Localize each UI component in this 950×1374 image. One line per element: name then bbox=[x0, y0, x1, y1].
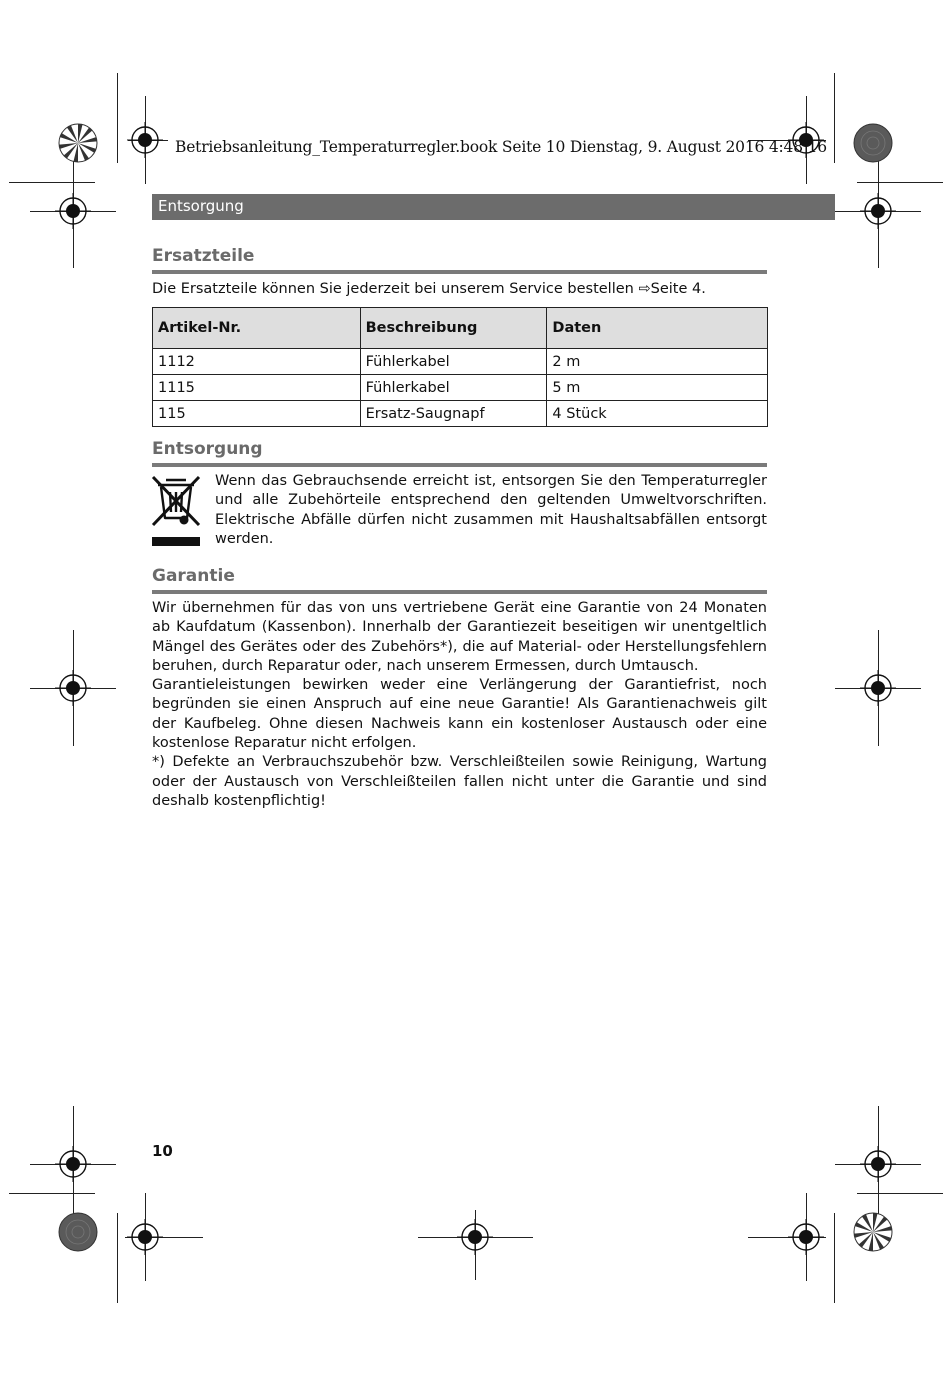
table-row bbox=[153, 349, 768, 375]
warranty-footnote: *) Defekte an Verbrauchszubehör bzw. Verschleißteilen sowie Reinigung, Wartung oder der Austausch von Verschleißteilen fallen nicht unter die Garantie und sind deshalb kostenpflichtig! bbox=[152, 754, 767, 809]
spare-parts-intro bbox=[152, 280, 706, 299]
grey-disc-icon bbox=[853, 123, 893, 163]
registration-mark-icon bbox=[55, 1146, 91, 1182]
crop-mark bbox=[117, 73, 118, 163]
table-cell: 5 m bbox=[547, 375, 768, 401]
star-target-icon bbox=[58, 123, 98, 163]
warranty-paragraph: Wir übernehmen für das von uns vertriebene Gerät eine Garantie von 24 Monaten ab Kaufdatum (Kassenbon). Innerhalb der Garantiezeit beseitigen wir unentgeltlich Mängel des Gerätes oder des Zubehörs*), die auf Material- oder Herstellungsfehlern beruhen, durch Reparatur oder, nach unserem Ermessen, durch Umtausch. bbox=[152, 600, 767, 674]
registration-mark-icon bbox=[55, 193, 91, 229]
grey-disc-icon bbox=[58, 1212, 98, 1252]
spare-parts-heading: Ersatzteile bbox=[152, 246, 255, 266]
warranty-text bbox=[152, 599, 767, 811]
heading-rule bbox=[152, 270, 767, 274]
table-cell: 1115 bbox=[153, 375, 361, 401]
crop-mark bbox=[857, 1193, 943, 1194]
crop-mark bbox=[834, 1213, 835, 1303]
registration-mark-icon bbox=[457, 1219, 493, 1255]
section-bar bbox=[152, 194, 835, 220]
crossed-out-wheelie-bin-icon bbox=[150, 474, 202, 548]
warranty-paragraph: Garantieleistungen bewirken weder eine Verlängerung der Garantiefrist, noch begründen sie einen Anspruch auf eine neue Garantie! Als Garantienachweis gilt der Kaufbeleg. Ohne diesen Nachweis kann ein kostenloser Austausch oder eine kostenlose Reparatur nicht erfolgen. bbox=[152, 677, 767, 752]
table-cell: Fühlerkabel bbox=[360, 349, 547, 375]
column-header-data: Daten bbox=[547, 308, 768, 349]
registration-mark-icon bbox=[788, 1219, 824, 1255]
table-cell: 4 Stück bbox=[547, 401, 768, 427]
table-header-row bbox=[153, 308, 768, 349]
crop-mark bbox=[834, 73, 835, 163]
column-header-description: Beschreibung bbox=[360, 308, 547, 349]
registration-mark-icon bbox=[55, 670, 91, 706]
table-cell: Ersatz-Saugnapf bbox=[360, 401, 547, 427]
table-cell: 2 m bbox=[547, 349, 768, 375]
star-target-icon bbox=[853, 1212, 893, 1252]
table-row bbox=[153, 375, 768, 401]
page-reference: Seite 4. bbox=[650, 281, 706, 297]
table-cell: Fühlerkabel bbox=[360, 375, 547, 401]
registration-mark-icon bbox=[127, 1219, 163, 1255]
registration-mark-icon bbox=[127, 122, 163, 158]
spare-parts-table bbox=[152, 307, 768, 427]
disposal-heading: Entsorgung bbox=[152, 439, 263, 459]
registration-mark-icon bbox=[860, 1146, 896, 1182]
spare-parts-intro-text: Die Ersatzteile können Sie jederzeit bei unserem Service bestellen bbox=[152, 281, 639, 297]
page-number: 10 bbox=[152, 1142, 173, 1160]
crop-mark bbox=[857, 182, 943, 183]
heading-rule bbox=[152, 590, 767, 594]
table-cell: 115 bbox=[153, 401, 361, 427]
crop-mark bbox=[9, 1193, 95, 1194]
registration-mark-icon bbox=[860, 670, 896, 706]
crop-mark bbox=[9, 182, 95, 183]
registration-mark-icon bbox=[860, 193, 896, 229]
section-bar-title: Entsorgung bbox=[158, 197, 244, 215]
table-row bbox=[153, 401, 768, 427]
heading-rule bbox=[152, 463, 767, 467]
table-cell: 1112 bbox=[153, 349, 361, 375]
arrow-right-icon: ⇨ bbox=[638, 281, 651, 297]
disposal-text: Wenn das Gebrauchsende erreicht ist, entsorgen Sie den Temperaturregler und alle Zubehörteile entsprechend den geltenden Umweltvorschriften. Elektrische Abfälle dürfen nicht zusammen mit Haushaltsabfällen entsorgt werden. bbox=[215, 473, 767, 547]
column-header-article-number: Artikel-Nr. bbox=[153, 308, 361, 349]
print-header: Betriebsanleitung_Temperaturregler.book Seite 10 Dienstag, 9. August 2016 4:48 16 bbox=[175, 138, 827, 156]
crop-mark bbox=[117, 1213, 118, 1303]
warranty-heading: Garantie bbox=[152, 566, 235, 586]
